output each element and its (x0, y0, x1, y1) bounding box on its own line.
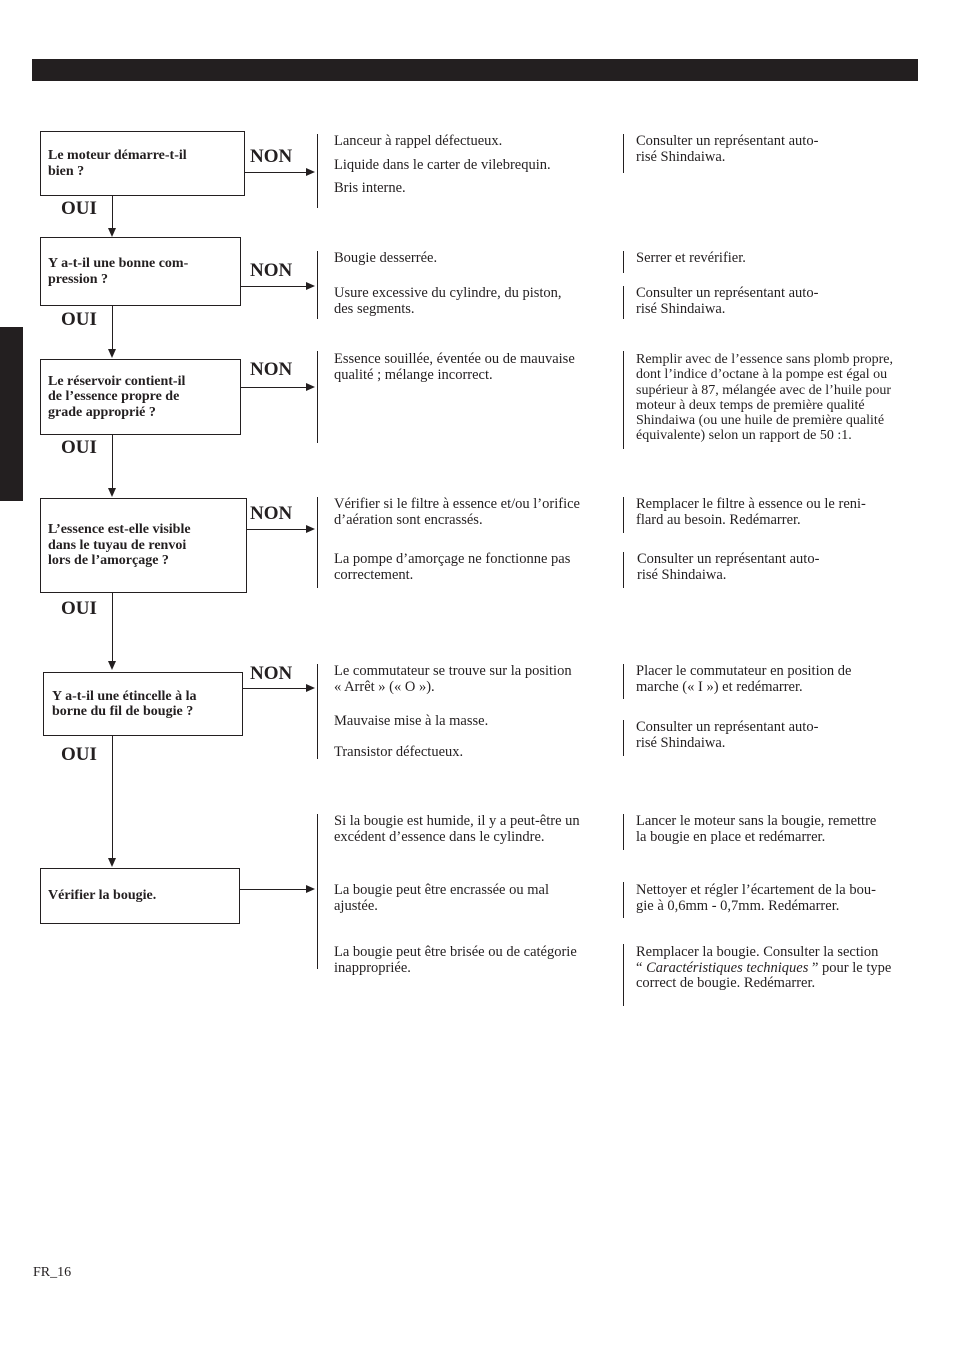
cause-bracket (317, 351, 318, 443)
yes-label: OUI (61, 198, 97, 219)
cause-text: La pompe d’amorçage ne fonctionne pas correctement. (334, 551, 571, 583)
cause-text: Vérifier si le filtre à essence et/ou l’orifice d’aération sont encrassés. (334, 496, 580, 528)
cause-text: Le commutateur se trouve sur la position « Arrêt » (« O »). (334, 663, 572, 695)
question-box-compression (40, 237, 241, 306)
cause-text: Bougie desserrée. (334, 250, 438, 266)
remedy-bracket (623, 944, 624, 1006)
arrow-line (240, 889, 307, 890)
cause-text: Essence souillée, éventée ou de mauvaise qualité ; mélange incorrect. (334, 351, 575, 383)
question-text: Y a-t-il une étincelle à la borne du fil de bougie ? (52, 688, 197, 719)
remedy-text: Nettoyer et régler l’écartement de la bou- gie à 0,6mm - 0,7mm. Redémarrer. (636, 882, 876, 914)
section-tab (0, 327, 23, 501)
arrow-line (112, 435, 113, 489)
arrow-down-icon (108, 858, 116, 867)
remedy-text: Consulter un représentant auto- risé Shindaiwa. (636, 133, 819, 165)
arrow-right-icon (306, 168, 315, 176)
header-bar (32, 59, 918, 81)
arrow-line (243, 688, 307, 689)
arrow-down-icon (108, 488, 116, 497)
remedy-bracket (623, 251, 624, 273)
remedy-bracket (623, 351, 624, 449)
yes-label: OUI (61, 598, 97, 619)
remedy-text: Consulter un représentant auto- risé Shindaiwa. (637, 551, 820, 583)
no-label: NON (250, 146, 293, 167)
no-label: NON (250, 260, 293, 281)
arrow-line (112, 736, 113, 859)
remedy-text: Consulter un représentant auto- risé Shindaiwa. (636, 285, 819, 317)
remedy-text: Remplir avec de l’essence sans plomb propre, dont l’indice d’octane à la pompe est égal ou supérieur à 87, mélangée avec de l’huile pour moteur à deux temps de première qualité Shindaiwa (ou une huile de première qualité équivalente) selon un rapport de 50 :1. (636, 352, 893, 444)
remedy-text: Lancer le moteur sans la bougie, remettre la bougie en place et redémarrer. (636, 813, 877, 845)
remedy-bracket (623, 882, 624, 918)
remedy-bracket (623, 552, 624, 588)
arrow-line (112, 196, 113, 228)
arrow-right-icon (306, 684, 315, 692)
yes-label: OUI (61, 744, 97, 765)
cause-text: Bris interne. (334, 180, 406, 196)
cause-bracket (317, 251, 318, 319)
arrow-right-icon (306, 383, 315, 391)
question-box-start (40, 131, 245, 196)
arrow-down-icon (108, 661, 116, 670)
arrow-right-icon (306, 885, 315, 893)
remedy-bracket (623, 720, 624, 756)
remedy-text: Placer le commutateur en position de marche (« I ») et redémarrer. (636, 663, 852, 695)
arrow-line (247, 529, 307, 530)
arrow-line (112, 593, 113, 663)
question-text: Le réservoir contient-il de l’essence propre de grade approprié ? (48, 373, 186, 420)
cause-bracket (317, 814, 318, 969)
yes-label: OUI (61, 437, 97, 458)
action-box-check-plug (40, 868, 240, 924)
page-number: FR_16 (33, 1265, 72, 1280)
question-text: Le moteur démarre-t-il bien ? (48, 148, 187, 179)
remedy-text: Consulter un représentant auto- risé Shindaiwa. (636, 719, 819, 751)
arrow-down-icon (108, 228, 116, 237)
arrow-line (245, 172, 307, 173)
remedy-text-part: Remplacer la bougie. Consulter la section “ (636, 944, 879, 976)
remedy-text: Remplacer le filtre à essence ou le reni- flard au besoin. Redémarrer. (636, 496, 866, 528)
yes-label: OUI (61, 309, 97, 330)
question-text: L’essence est-elle visible dans le tuyau de renvoi lors de l’amorçage ? (48, 522, 191, 569)
no-label: NON (250, 663, 293, 684)
cause-text: La bougie peut être encrassée ou mal ajustée. (334, 882, 549, 914)
question-box-spark (43, 672, 243, 736)
question-box-fuel (40, 359, 241, 435)
cause-text: Lanceur à rappel défectueux. (334, 133, 503, 149)
question-box-priming (40, 498, 247, 593)
cause-text: Transistor défectueux. (334, 744, 464, 760)
arrow-right-icon (306, 525, 315, 533)
remedy-bracket (623, 814, 624, 850)
arrow-line (241, 286, 307, 287)
remedy-bracket (623, 664, 624, 699)
cause-text: Si la bougie est humide, il y a peut-être un excédent d’essence dans le cylindre. (334, 813, 580, 845)
remedy-text: Serrer et revérifier. (636, 250, 746, 266)
remedy-bracket (623, 134, 624, 173)
remedy-bracket (623, 497, 624, 533)
remedy-text-part: ” pour le type correct de bougie. Redémarrer. (636, 959, 892, 991)
remedy-text-replace-plug (636, 945, 891, 992)
spec-section-reference: Caractéristiques techniques (646, 959, 809, 976)
cause-text: Usure excessive du cylindre, du piston, des segments. (334, 285, 562, 317)
arrow-right-icon (306, 282, 315, 290)
question-text: Y a-t-il une bonne com- pression ? (48, 256, 189, 287)
no-label: NON (250, 503, 293, 524)
arrow-line (112, 306, 113, 350)
action-text: Vérifier la bougie. (48, 888, 157, 904)
cause-text: La bougie peut être brisée ou de catégorie inappropriée. (334, 944, 577, 976)
cause-bracket (317, 134, 318, 208)
cause-bracket (317, 664, 318, 759)
cause-bracket (317, 497, 318, 588)
remedy-bracket (623, 286, 624, 319)
cause-text: Liquide dans le carter de vilebrequin. (334, 157, 551, 173)
cause-text: Mauvaise mise à la masse. (334, 713, 489, 729)
no-label: NON (250, 359, 293, 380)
arrow-line (241, 387, 307, 388)
arrow-down-icon (108, 349, 116, 358)
